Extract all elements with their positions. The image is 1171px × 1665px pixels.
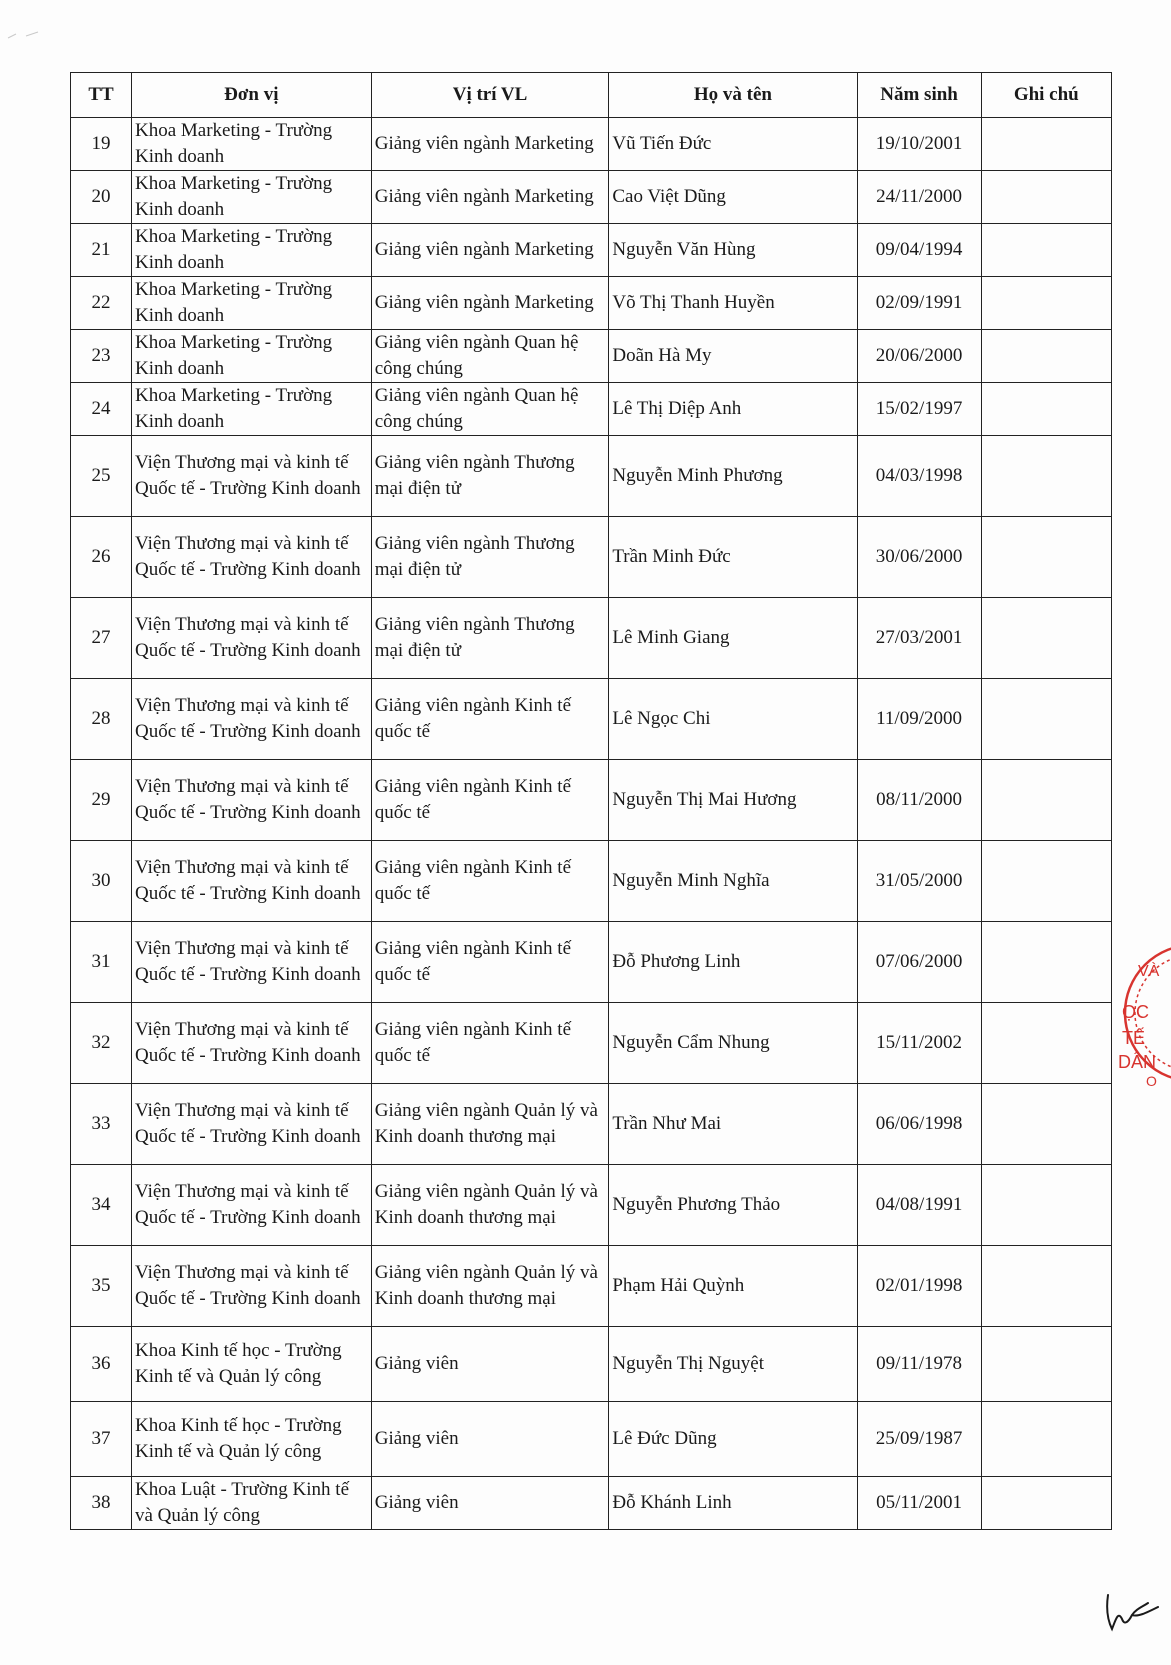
row-position: Giảng viên ngành Marketing xyxy=(371,171,609,224)
header-name: Họ và tên xyxy=(609,73,857,118)
row-birth-date: 02/01/1998 xyxy=(857,1246,981,1327)
row-note xyxy=(981,330,1111,383)
row-note xyxy=(981,841,1111,922)
table-row xyxy=(71,760,1112,841)
row-birth-date: 05/11/2001 xyxy=(857,1477,981,1530)
row-position: Giảng viên ngành Quản lý và Kinh doanh thương mại xyxy=(371,1165,609,1246)
row-position: Giảng viên ngành Kinh tế quốc tế xyxy=(371,1003,609,1084)
row-unit: Khoa Marketing - Trường Kinh doanh xyxy=(131,383,371,436)
row-position: Giảng viên ngành Marketing xyxy=(371,118,609,171)
row-position: Giảng viên ngành Kinh tế quốc tế xyxy=(371,922,609,1003)
row-number: 33 xyxy=(71,1084,132,1165)
row-number: 38 xyxy=(71,1477,132,1530)
row-birth-date: 31/05/2000 xyxy=(857,841,981,922)
row-birth-date: 04/03/1998 xyxy=(857,436,981,517)
row-unit: Viện Thương mại và kinh tế Quốc tế - Trường Kinh doanh xyxy=(131,679,371,760)
row-name: Nguyễn Phương Thảo xyxy=(609,1165,857,1246)
row-birth-date: 08/11/2000 xyxy=(857,760,981,841)
row-note xyxy=(981,436,1111,517)
table-row xyxy=(71,1477,1112,1530)
row-position: Giảng viên ngành Thương mại điện tử xyxy=(371,598,609,679)
row-unit: Khoa Marketing - Trường Kinh doanh xyxy=(131,277,371,330)
row-note xyxy=(981,1327,1111,1402)
row-position: Giảng viên ngành Kinh tế quốc tế xyxy=(371,760,609,841)
row-name: Lê Minh Giang xyxy=(609,598,857,679)
table-row xyxy=(71,330,1112,383)
row-number: 23 xyxy=(71,330,132,383)
header-position: Vị trí VL xyxy=(371,73,609,118)
row-note xyxy=(981,383,1111,436)
row-position: Giảng viên ngành Kinh tế quốc tế xyxy=(371,841,609,922)
row-name: Nguyễn Minh Phương xyxy=(609,436,857,517)
official-seal-icon xyxy=(1118,938,1171,1088)
row-name: Lê Ngọc Chi xyxy=(609,679,857,760)
row-unit: Khoa Marketing - Trường Kinh doanh xyxy=(131,118,371,171)
row-number: 25 xyxy=(71,436,132,517)
row-birth-date: 07/06/2000 xyxy=(857,922,981,1003)
row-unit: Khoa Marketing - Trường Kinh doanh xyxy=(131,224,371,277)
header-note: Ghi chú xyxy=(981,73,1111,118)
table-row xyxy=(71,171,1112,224)
row-note xyxy=(981,517,1111,598)
row-name: Nguyễn Thị Mai Hương xyxy=(609,760,857,841)
header-unit: Đơn vị xyxy=(131,73,371,118)
row-birth-date: 25/09/1987 xyxy=(857,1402,981,1477)
table-row xyxy=(71,598,1112,679)
row-birth-date: 20/06/2000 xyxy=(857,330,981,383)
row-position: Giảng viên ngành Marketing xyxy=(371,277,609,330)
table-row xyxy=(71,383,1112,436)
row-note xyxy=(981,1477,1111,1530)
row-number: 24 xyxy=(71,383,132,436)
row-number: 27 xyxy=(71,598,132,679)
row-name: Nguyễn Thị Nguyệt xyxy=(609,1327,857,1402)
row-number: 31 xyxy=(71,922,132,1003)
row-name: Nguyễn Văn Hùng xyxy=(609,224,857,277)
row-position: Giảng viên xyxy=(371,1477,609,1530)
table-row xyxy=(71,118,1112,171)
row-number: 35 xyxy=(71,1246,132,1327)
row-unit: Viện Thương mại và kinh tế Quốc tế - Trường Kinh doanh xyxy=(131,1003,371,1084)
table-row xyxy=(71,679,1112,760)
row-unit: Khoa Luật - Trường Kinh tế và Quản lý công xyxy=(131,1477,371,1530)
row-note xyxy=(981,277,1111,330)
row-birth-date: 15/11/2002 xyxy=(857,1003,981,1084)
signature-initials-icon xyxy=(1102,1585,1162,1635)
row-number: 32 xyxy=(71,1003,132,1084)
row-position: Giảng viên ngành Kinh tế quốc tế xyxy=(371,679,609,760)
table-row xyxy=(71,517,1112,598)
row-position: Giảng viên ngành Marketing xyxy=(371,224,609,277)
staff-table xyxy=(70,72,1112,1530)
row-unit: Viện Thương mại và kinh tế Quốc tế - Trường Kinh doanh xyxy=(131,598,371,679)
row-position: Giảng viên ngành Quan hệ công chúng xyxy=(371,330,609,383)
row-number: 34 xyxy=(71,1165,132,1246)
row-birth-date: 09/04/1994 xyxy=(857,224,981,277)
row-name: Cao Việt Dũng xyxy=(609,171,857,224)
row-birth-date: 19/10/2001 xyxy=(857,118,981,171)
row-number: 21 xyxy=(71,224,132,277)
row-unit: Viện Thương mại và kinh tế Quốc tế - Trường Kinh doanh xyxy=(131,1165,371,1246)
row-unit: Viện Thương mại và kinh tế Quốc tế - Trường Kinh doanh xyxy=(131,436,371,517)
table-row xyxy=(71,436,1112,517)
table-row xyxy=(71,224,1112,277)
row-number: 36 xyxy=(71,1327,132,1402)
row-note xyxy=(981,598,1111,679)
row-name: Trần Như Mai xyxy=(609,1084,857,1165)
table-row xyxy=(71,1402,1112,1477)
row-name: Doãn Hà My xyxy=(609,330,857,383)
row-unit: Khoa Kinh tế học - Trường Kinh tế và Quản lý công xyxy=(131,1402,371,1477)
row-number: 26 xyxy=(71,517,132,598)
svg-text:DÂN: DÂN xyxy=(1118,1052,1157,1072)
row-name: Trần Minh Đức xyxy=(609,517,857,598)
row-position: Giảng viên ngành Thương mại điện tử xyxy=(371,517,609,598)
svg-text:VÀ: VÀ xyxy=(1138,963,1160,980)
row-note xyxy=(981,679,1111,760)
table-row xyxy=(71,1165,1112,1246)
table-header-row xyxy=(71,73,1112,118)
row-note xyxy=(981,1003,1111,1084)
row-unit: Khoa Marketing - Trường Kinh doanh xyxy=(131,330,371,383)
row-number: 19 xyxy=(71,118,132,171)
row-birth-date: 04/08/1991 xyxy=(857,1165,981,1246)
row-number: 22 xyxy=(71,277,132,330)
row-note xyxy=(981,171,1111,224)
row-name: Đỗ Khánh Linh xyxy=(609,1477,857,1530)
row-name: Nguyễn Minh Nghĩa xyxy=(609,841,857,922)
row-name: Lê Đức Dũng xyxy=(609,1402,857,1477)
row-birth-date: 09/11/1978 xyxy=(857,1327,981,1402)
row-note xyxy=(981,1246,1111,1327)
row-unit: Viện Thương mại và kinh tế Quốc tế - Trường Kinh doanh xyxy=(131,841,371,922)
row-birth-date: 15/02/1997 xyxy=(857,383,981,436)
row-note xyxy=(981,118,1111,171)
row-unit: Viện Thương mại và kinh tế Quốc tế - Trường Kinh doanh xyxy=(131,517,371,598)
header-tt: TT xyxy=(71,73,132,118)
row-position: Giảng viên ngành Quản lý và Kinh doanh thương mại xyxy=(371,1246,609,1327)
row-number: 37 xyxy=(71,1402,132,1477)
row-note xyxy=(981,224,1111,277)
svg-text:TẾ: TẾ xyxy=(1122,1028,1146,1048)
row-note xyxy=(981,1084,1111,1165)
row-note xyxy=(981,1165,1111,1246)
row-unit: Viện Thương mại và kinh tế Quốc tế - Trường Kinh doanh xyxy=(131,1246,371,1327)
row-position: Giảng viên xyxy=(371,1327,609,1402)
header-birth-date: Năm sinh xyxy=(857,73,981,118)
svg-text:O: O xyxy=(1146,1073,1157,1088)
row-name: Phạm Hải Quỳnh xyxy=(609,1246,857,1327)
row-name: Nguyễn Cẩm Nhung xyxy=(609,1003,857,1084)
row-note xyxy=(981,1402,1111,1477)
table-row xyxy=(71,277,1112,330)
row-birth-date: 11/09/2000 xyxy=(857,679,981,760)
row-number: 29 xyxy=(71,760,132,841)
row-unit: Viện Thương mại và kinh tế Quốc tế - Trường Kinh doanh xyxy=(131,1084,371,1165)
row-birth-date: 30/06/2000 xyxy=(857,517,981,598)
row-name: Vũ Tiến Đức xyxy=(609,118,857,171)
table-row xyxy=(71,1246,1112,1327)
row-unit: Khoa Marketing - Trường Kinh doanh xyxy=(131,171,371,224)
row-position: Giảng viên ngành Quản lý và Kinh doanh thương mại xyxy=(371,1084,609,1165)
table-row xyxy=(71,922,1112,1003)
table-row xyxy=(71,1084,1112,1165)
row-birth-date: 27/03/2001 xyxy=(857,598,981,679)
row-note xyxy=(981,922,1111,1003)
row-name: Lê Thị Diệp Anh xyxy=(609,383,857,436)
row-birth-date: 06/06/1998 xyxy=(857,1084,981,1165)
row-birth-date: 24/11/2000 xyxy=(857,171,981,224)
scan-artifact-icon xyxy=(6,30,42,42)
table-row xyxy=(71,841,1112,922)
row-note xyxy=(981,760,1111,841)
table-row xyxy=(71,1327,1112,1402)
row-number: 20 xyxy=(71,171,132,224)
row-position: Giảng viên xyxy=(371,1402,609,1477)
row-unit: Khoa Kinh tế học - Trường Kinh tế và Quản lý công xyxy=(131,1327,371,1402)
row-birth-date: 02/09/1991 xyxy=(857,277,981,330)
row-unit: Viện Thương mại và kinh tế Quốc tế - Trường Kinh doanh xyxy=(131,760,371,841)
table-row xyxy=(71,1003,1112,1084)
row-name: Đỗ Phương Linh xyxy=(609,922,857,1003)
row-position: Giảng viên ngành Thương mại điện tử xyxy=(371,436,609,517)
svg-text:ỌC: ỌC xyxy=(1122,1002,1149,1022)
row-number: 28 xyxy=(71,679,132,760)
row-position: Giảng viên ngành Quan hệ công chúng xyxy=(371,383,609,436)
row-number: 30 xyxy=(71,841,132,922)
row-name: Võ Thị Thanh Huyền xyxy=(609,277,857,330)
row-unit: Viện Thương mại và kinh tế Quốc tế - Trường Kinh doanh xyxy=(131,922,371,1003)
